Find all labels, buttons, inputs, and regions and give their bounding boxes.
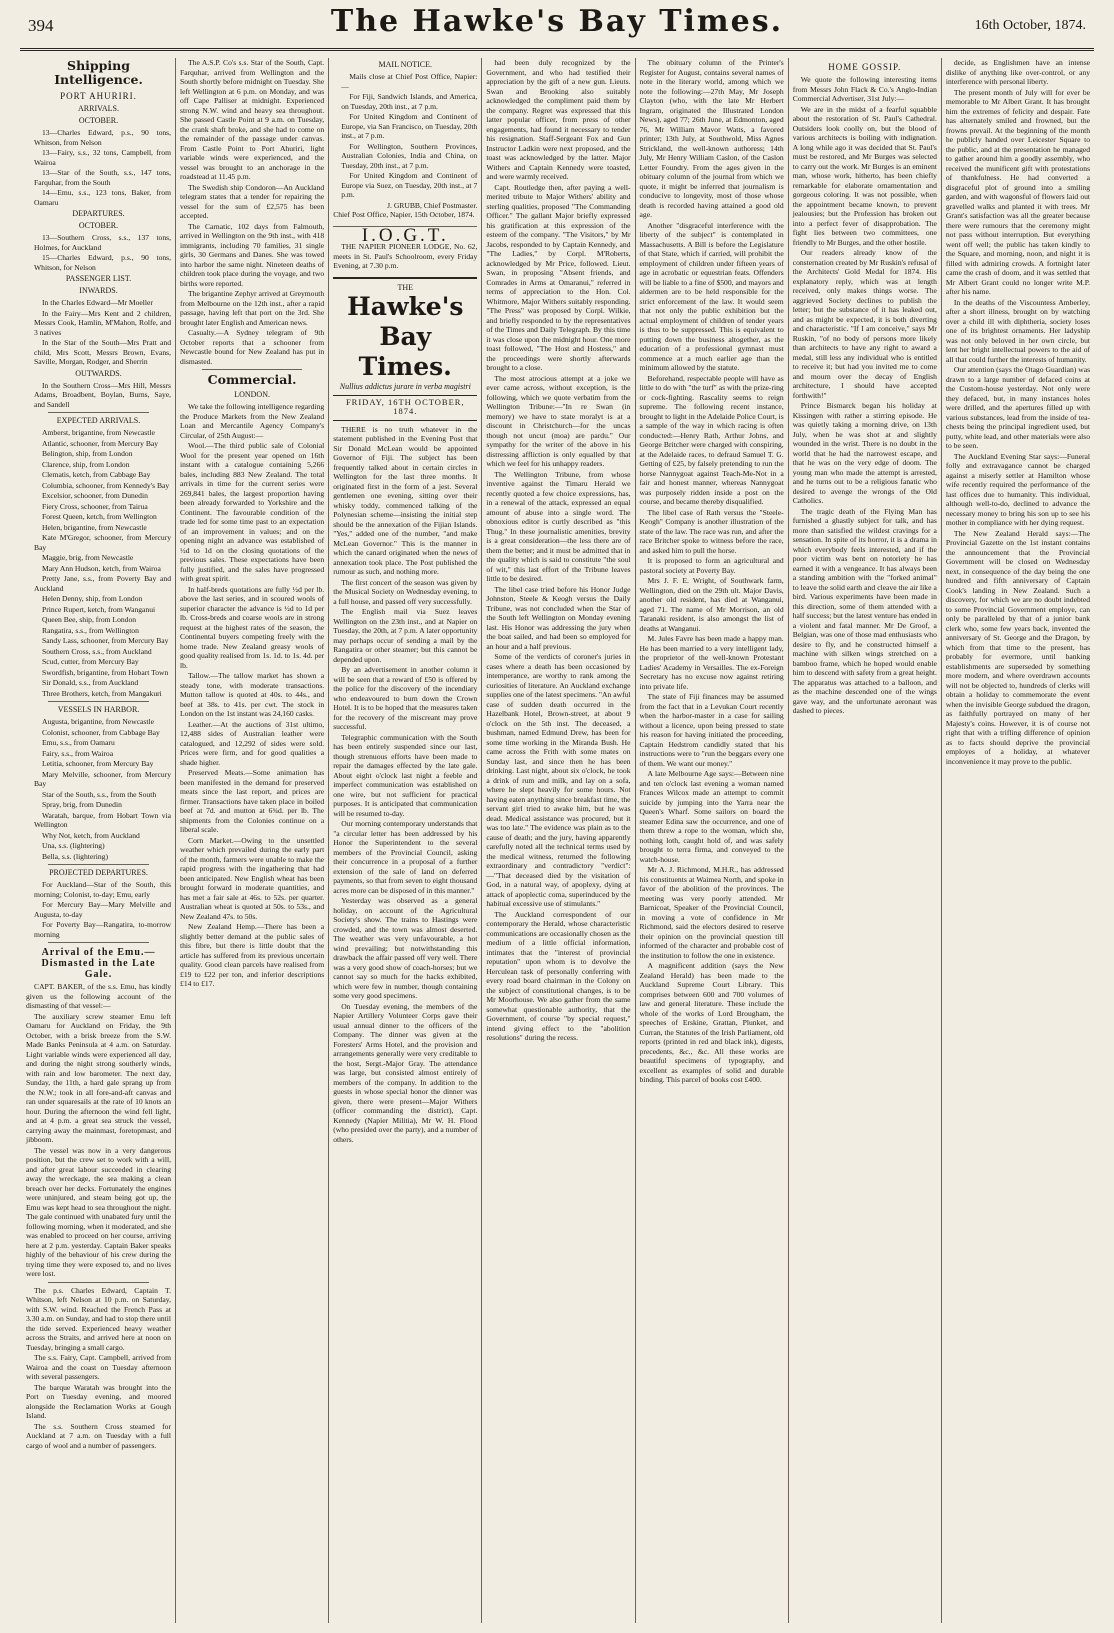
list-item: In the Star of the South—Mrs Pratt and child, Mrs Scott, Messrs Brown, Evans, Saville, Morgan, Rodger, and Sherrin <box>34 338 172 366</box>
commercial-heading: Commercial. <box>207 372 297 387</box>
list-item: Emu, s.s., from Oamaru <box>42 738 115 747</box>
paragraph: The English mail via Suez leaves Wellington on the 23th inst., and at Napier on Tuesday, the 20th, at 7 p.m. A later opportunity may perhaps occur of sending a mail by the Rangatira or other steamer; but this cannot be depended upon. <box>333 607 478 664</box>
issue-date: 16th October, 1874. <box>974 18 1086 33</box>
list-item: For United Kingdom and Continent of Europe, via San Francisco, on Tuesday, 20th inst., at 7 p.m. <box>341 112 478 140</box>
list-item: Spray, brig, from Dunedin <box>42 800 122 809</box>
paragraph: A late Melbourne Age says:—Between nine and ten o'clock last evening a woman named Frances Wilcox made an attempt to commit suicide by jumping into the Yarra near the Queen's Wharf. Some sailors on board the steamer Edina saw the occurrence, and one of them threw a rope to the woman, which she, nothing loth, caught hold of, and was safely brought to terra firma, and conveyed to the watch-house. <box>639 769 784 864</box>
paragraph: Our attention (says the Otago Guardian) was drawn to a large number of defaced coins at the Custom-house yesterday. Not only were they defaced, but, in many instances holes were drilled, and the apertures filled up with various substances, lead from the inside of tea-chests being the principal ingredient used, but putty, white lead, and other materials were also to be seen. <box>945 365 1091 450</box>
shipping-heading: Shipping Intelligence. <box>54 58 143 87</box>
paragraph: The state of Fiji finances may be assumed from the fact that in a Levukan Court recently when the harbor-master in a case for sailing without a licence, upon being pressed to state his reason for having initiated the proceeding, Captain Hedstrom candidly stated that his instructions were to "run the beggars every one of them. We want our money." <box>639 692 784 768</box>
paragraph: We quote the following interesting items from Messrs John Flack & Co.'s Anglo-Indian Commercial Advertiser, 31st July:— <box>792 75 937 103</box>
column-7 <box>941 58 1094 1623</box>
departures-heading: DEPARTURES. <box>72 209 125 218</box>
divider <box>48 1282 149 1283</box>
divider <box>48 701 149 702</box>
list-item: Maggie, brig, from Newcastle <box>42 553 134 562</box>
list-item: Mary Melville, schooner, from Mercury Bay <box>34 769 172 788</box>
paragraph: Wool.—The third public sale of Colonial Wool for the present year opened on 16th instant with a catalogue containing 5,266 bales, including 883 New Zealand. The total arrivals in time for the current series were 269,841 bales, the largest proportion having been already forwarded to Yorkshire and the Continent. The favourable condition of the trade led for some time past to an expectation of an improvement in values; and on the opening night an advance was established of ½d to 1d on the closing quotations of the previous sales. These expectations have been fully justified, and the sales have progressed with great spirit. <box>180 441 325 583</box>
list-item: Sandy Lass, schooner, from Mercury Bay <box>42 636 169 645</box>
divider <box>48 942 149 943</box>
shipping-notes <box>180 58 324 366</box>
departures-month: OCTOBER. <box>78 221 119 230</box>
paragraph: The s.s. Fairy, Capt. Campbell, arrived from Wairoa and the coast on Tuesday afternoon with several passengers. <box>26 1353 172 1381</box>
list-item: Bella, s.s. (lightering) <box>42 851 109 861</box>
paragraph: Our morning contemporary understands that "a circular letter has been addressed by his Honor the Superintendent to the several members of the Provincial Council, asking their concurrence in a proposal of a further extension of the sale of land on deferred payments, so that from seven to eight thousand acres more can be disposed of in this manner." <box>333 819 478 895</box>
list-item: Queen Bee, ship, from London <box>42 615 137 624</box>
home-gossip-article <box>793 75 937 716</box>
list-item: Pretty Jane, s.s., from Poverty Bay and Auckland <box>34 574 172 593</box>
list-item: Augusta, brigantine, from Newcastle <box>42 717 154 726</box>
paragraph: Casualty.—A Sydney telegram of 9th October reports that a schooner from Newcastle bound for New Zealand has put in dismasted. <box>180 328 325 366</box>
paragraph: Mrs J. F. E. Wright, of Southwark farm, Wellington, died on the 29th ult. Major Davis, another old resident, has died at Wanganui, aged 71. The name of Mr Morrison, an old Taranaki resident, is also amongst the list of deaths at Wanganui. <box>639 576 784 633</box>
list-item: For Poverty Bay—Rangatira, to-morrow morning <box>34 920 172 939</box>
list-item: Waratah, barque, from Hobart Town via Wellington <box>34 810 172 829</box>
list-item: Swordfish, brigantine, from Hobart Town <box>42 667 169 677</box>
arrivals-heading: ARRIVALS. <box>78 104 119 113</box>
list-item: Sir Donald, s.s., from Auckland <box>42 678 139 687</box>
paragraph: Yesterday was observed as a general holiday, on account of the Agricultural Society's show. The trains to Hastings were crowded, and the town was almost deserted. The weather was very unfavourable, a hot wind prevailing; but notwithstanding this drawback the affair passed off very well. There was a very good show of coach-horses; but we cannot say so much for the hacks exhibited, which were few in number, though containing some very good specimens. <box>333 896 478 1000</box>
column-5 <box>635 58 788 1623</box>
list-item: Clematis, ketch, from Cabbage Bay <box>42 470 151 479</box>
mail-office: Chief Post Office, Napier, 15th October, 1874. <box>333 210 475 219</box>
paragraph: The auxiliary screw steamer Emu left Oamaru for Auckland on Friday, the 9th October, with a brisk breeze from the S.W. Made Banks Peninsula at 4 a.m. on Saturday. Light variable winds were experienced all day, and during the night strong southerly winds, with rain and low barometer. The next day, Sunday, the 11th, a hard gale sprang up from the N.W.; took in all fore-and-aft canvas and ran under squaresails at the rate of 10 knots an hour. During the afternoon the wind fell light, and at 4 p.m. a great sea struck the vessel, carrying away the mainmast, foretopmast, and jibboom. <box>26 1011 172 1144</box>
list-item: Clarence, ship, from London <box>42 459 130 469</box>
column-6 <box>788 58 941 1623</box>
list-item: Star of the South, s.s., from the South <box>42 789 157 799</box>
outwards-heading: OUTWARDS. <box>75 368 122 378</box>
vessels-heading: VESSELS IN HARBOR. <box>57 705 140 714</box>
list-item: Rangatira, s.s., from Wellington <box>42 625 139 635</box>
list-item: Scud, cutter, from Mercury Bay <box>42 657 139 666</box>
home-gossip-heading: HOME GOSSIP. <box>828 62 902 72</box>
paragraph: Tallow.—The tallow market has shown a steady tone, with moderate transactions. Mutton tallow is quoted at 40s. to 44s., and beef at 38s. to 41s. per cwt. The stock in London on the 1st instant was 24,160 casks. <box>180 671 325 718</box>
paragraph: The libel case of Rath versus the "Steele-Keogh" Company is another illustration of the state of the law. The race was run, and after the race Britcher spoke to witness before the race, and asked him to pull the horse. <box>639 507 784 555</box>
list-item: 14—Emu, s.s., 123 tons, Baker, from Oamaru <box>34 188 172 207</box>
list-item: Belington, ship, from London <box>42 449 133 458</box>
paragraph: had been duly recognized by the Government, and who had testified their appreciation by the gift of a new gun. Lieuts. Swan and Brooking also suitably acknowledged the compliment paid them by the company. Regret was expressed that this latter popular officer, from press of other engagements, had found it necessary to tender his resignation. Staff-Sergeant Fox and Gun Instructor Ladkin were next proposed, and the toast was acknowledged by the latter. Major Withers and Captain Kennedy were toasted, and were warmly received. <box>486 58 631 181</box>
paragraph: Another "disgraceful interference with the liberty of the subject" is contemplated in Massachusetts. A Bill is before the Legislature of that State, which if carried, will prohibit the employment of children under fifteen years of age in acrobatic or equestrian feats. Offenders will be liable to a fine of $500, and mayors and aldermen are to be held responsible for the strict enforcement of the law. It would seem that not only the public exhibition but the actual employment of children of tender years is thus to be suppressed. This is equivalent to putting down the business altogether, as the education of a professional gymnast must commence at a much earlier age than the minimum allowed by the statute. <box>639 220 784 372</box>
list-item: Mary Ann Hudson, ketch, from Wairoa <box>42 563 161 573</box>
paragraph: Mr A. J. Richmond, M.H.R., has addressed his constituents at Waimea North, and spoke in favor of the abolition of the provinces. The meeting was very poorly attended. Mr Barnicoat, Speaker of the Provincial Council, in moving a vote of confidence in Mr Richmond, said the electors desired to reserve their opinion on the provincial question till informed of the character and probable cost of the institution to follow the one in existence. <box>639 865 784 960</box>
mail-signature: J. GRUBB, Chief Postmaster. <box>387 200 478 210</box>
paragraph: The New Zealand Herald says:—The Provincial Gazette on the 1st instant contains the announcement that the Provincial Government will be closed on Wednesday next, in consequence of the day being the one hundred and fifth anniversary of Captain Cook's landing in New Zealand. Such a discovery, for which we are no doubt indebted to some Provincial Government employe, can only be paralleled by that of a junior bank clerk who, some few years back, invented the anniversary of St. George and the Dragon, by which from that time to the present, has probably for evermore, until banking establishments are superseded by something more modern, and where overdrawn accounts will not be objected to, hundreds of clerks will obtain a holiday to commemorate the event when the invisible George subdued the dragon, as faithfully portrayed on many of her Majesty's coins. However, it is of course not right that with a trifling difference of opinion as to facts should deprive the provincial employes of a holiday, at whatever inconvenience it may prove to the public. <box>945 528 1091 766</box>
paragraph: The Auckland correspondent of our contemporary the Herald, whose characteristic communications are occasionally chosen as the medium of a little official information, intimates that the "interest of provincial reputation" upon whom is to devolve the Herculean task of personally conferring with every road board chairman in the Colony on the subject of constitutional changes, is to be Mr Moorhouse. We also gather from the same somewhat questionable authority, that the Government, of course "by special request," intend giving effect to the "abolition resolutions" during the recess. <box>486 909 631 1042</box>
paragraph: By an advertisement in another column it will be seen that a reward of £50 is offered by the police for the discovery of the incendiary who endeavoured to burn down the Crown Hotel. It is to be hoped that the measures taken for the recovery of the miscreant may prove successful. <box>333 665 478 731</box>
logo-pre: THE <box>397 282 414 292</box>
paragraph: On Tuesday evening, the members of the Napier Artillery Volunteer Corps gave their usual annual dinner to the officers of the Company. The dinner was given at the Foresters' Arms Hotel, and the provision and arrangements generally were very creditable to the host, Sergt.-Major Gray. The attendance was large, but consisted almost entirely of members of the company. In addition to the guests in whose special honor the dinner was given, there were present—Major Withers (officer commanding the district), Capt. Kennedy (Napier Militia), Mr W. H. Flood (who presided over the party), and a number of others. <box>333 1001 478 1144</box>
column-4 <box>481 58 634 1623</box>
paragraph: Preserved Meats.—Some animation has been manifested in the demand for preserved meats since the last report, and prices are firmer. Transactions have taken place in boiled beef at 7d. and mutton at 6¾d. per lb. The shipments from the Colonies continue on a liberal scale. <box>180 768 325 834</box>
inwards-heading: INWARDS. <box>79 286 118 295</box>
divider <box>202 369 302 370</box>
columns <box>22 58 1094 1623</box>
paragraph: The most atrocious attempt at a joke we ever came across, without exception, is the following, which we quote verbatim from the Wellington Tribune:—"In re Swan (in memory) we have to state moralyt is at a discount in Christchurch—for the uncas though not uncut (moa) are pardu." Our sympathy for the writer of the above in his distressing affliction is only equalled by that which we feel for his unhappy readers. <box>486 373 631 468</box>
paragraph: Corn Market.—Owing to the unsettled weather which prevailed during the early part of the month, farmers were unable to make the rapid progress with the ingathering that had been anticipated. New English wheat has been brought forward in moderate quantities, and has met a fair sale at 46s. to 52s. per quarter. Australian wheat is quoted at 50s. to 53s., and New Zealand 47s. to 50s. <box>180 835 325 921</box>
projected-heading: PROJECTED DEPARTURES. <box>49 868 148 877</box>
list-item: Una, s.s. (lightering) <box>42 841 105 850</box>
paragraph: Prince Bismarck began his holiday at Kissingen with rather a stirring episode. He was quietly taking a morning drive, on 13th July, when he was shot at and slightly wounded in the wrist. There is no doubt in the world that he had the narrowest escape, and that he was on the very edge of doom. The young man who made the attempt is arrested, and he turns out to be a religious fanatic who desired to avenge the wrongs of the Old Catholics. <box>792 401 937 505</box>
paragraph: M. Jules Favre has been made a happy man. He has been married to a very intelligent lady, the proprietor of the well-known Protestant Ladies' Academy in Versailles. The ex-Foreign Secretary has no excuse now against retiring into private life. <box>639 634 784 691</box>
projected-list <box>26 880 171 939</box>
paragraph: The tragic death of the Flying Man has furnished a ghastly subject for talk, and has more than satisfied the wildest cravings for a sensation. In spite of its horror, it is a drama in which everybody feels interested, and if the poor victim was bent on notoriety he has earned it with a vengeance. It has always been a standing ambition with the "forked animal" to leave the solid earth and cleave the air like a bird. Various experiments have been made in this direction, some of them attended with a half success; but the latest venture has ended in a violent and fatal manner. Mr De Groof, a Belgian, was one of those mad enthusiasts who desire to fly, and he constructed himself a machine with silken wings stretched on a bamboo frame, which he hoped would enable him to descend with safety from a great height. The apparatus was attached to a balloon, and as the machine descended one of the wings gave way, and the unfortunate aeronaut was dashed to pieces. <box>792 506 937 715</box>
paragraph: Leather.—At the auctions of 31st ultimo, 12,488 sides of Australian leather were catalogued, and 12,292 of sides were sold. Prices were firm, and for good qualities a shade higher. <box>180 719 325 767</box>
list-item: Colonist, schooner, from Cabbage Bay <box>42 727 160 737</box>
commercial-article <box>180 402 324 989</box>
list-item: In the Charles Edward—Mr Moeller <box>42 298 153 307</box>
list-item: For Wellington, Southern Provinces, Australian Colonies, India and China, on Tuesday, 20th inst., at 7 p.m. <box>341 141 478 170</box>
paragraph: Some of the verdicts of coroner's juries in cases where a death has been occasioned by intemperance, are worthy to rank among the curiosities of literature. An Auckland exchange supplies one of the latest specimens. "An awful case of sudden death occurred in the Hazelbank Hotel, Brown-street, at about 9 o'clock on the 5th inst. The deceased, a bushman, named Edmund Drew, has been for some time working in the Miranda Bush. He came across the Frith with some mates on Sunday last, and since then he has been drinking. Last night, about six o'clock, he took a drink of rum and milk, and lay on a sofa, where he slept heavily for some hours. Not having eaten anything since breakfast time, the servant girl tried to awake him, but he was dead. Medical assistance was procured, but it was too late." The evidence was plain as to the cause of death; and the jury, having apparently carefully noted all the technical terms used by the medical witness, returned the following extraordinary and contradictory "verdict":—"That deceased died by the visitation of God, in a natural way, of apoplexy, dying at attack of apoplectic coma, superinduced by the habitual excessive use of stimulants." <box>486 652 631 908</box>
divider <box>48 412 149 413</box>
mail-heading: MAIL NOTICE. <box>378 60 433 69</box>
logo-motto: Nullius addictus jurare in verba magistri <box>339 382 471 391</box>
list-item: For United Kingdom and Continent of Europe via Suez, on Tuesday, 20th inst., at 7 p.m. <box>341 171 478 199</box>
list-item: Columbia, schooner, from Kennedy's Bay <box>42 480 170 490</box>
editorial-continued <box>486 58 630 1043</box>
paragraph: A magnificent addition (says the New Zealand Herald) has been made to the Auckland Supreme Court Library. This comprises between 600 and 700 volumes of law and general literature. These include the whole of the works of Lord Brougham, the speeches of Erskine, Grattan, Plunket, and Curran, the Statutes of the Irish Parliament, old reports (printed in red and black ink), digests, precedents, &c., &c. All these works are beautiful specimens of typography, and excellent as examples of solid and durable binding. This parcel of books cost £400. <box>639 961 784 1084</box>
column-3 <box>328 58 481 1623</box>
list-item: 13—Southern Cross, s.s., 137 tons, Holmes, for Auckland <box>34 233 172 252</box>
list-item: For Mercury Bay—Mary Melville and Augusta, to-day <box>34 900 172 919</box>
list-item: Excelsior, schooner, from Dunedin <box>42 491 148 500</box>
paragraph: The Wellington Tribune, from whose inventive against the Timaru Herald we recently quoted a few choice expressions, has, in a renewal of the attack, expressed an equal amount of abuse into a single word. The obnoxious editor is curtly described as "this Thug." In these journalistic amenities, brevity is a great consideration—the less there are of them the better; and it must be admitted that in the quality which is said to constitute "the soul of wit," this last effort of the Tribune leaves little to be desired. <box>486 469 631 583</box>
list-item: 15—Charles Edward, p.s., 90 tons, Whitson, for Nelson <box>34 253 172 272</box>
paragraph: The present month of July will for ever be memorable to Mr Albert Grant. It has brought him the extremes of felicity and despair. Fate has alternately smiled and frowned, but the frowns prevail. At the beginning of the month he publicly handed over Leicester Square to the public, and at the presentation he managed to gather around him a goodly assembly, who received the munificent gift with protestations of thankfulness. He had converted a disgraceful plot of ground into a smiling garden, and with wagonsful of flowers laid out gravelled walks and planted it with trees. Mr Grant's satisfaction was all the greater because there were rumours that the ceremony might not pass without interruption. But everything went off well; the public has taken kindly to the Square, and morning, noon, and night it is filled with admiring crowds. A fortnight later came the crash of doom, and it was settled that Mr Albert Grant could no longer write M.P. after his name. <box>945 87 1091 296</box>
paragraph: The Swedish ship Condoron—An Auckland telegram states that a tender for repairing the vessel for the sum of £2,575 has been accepted. <box>180 182 325 220</box>
passenger-heading: PASSENGER LIST. <box>65 274 132 283</box>
expected-list <box>26 428 171 698</box>
iogt-heading: I.O.G.T. <box>333 226 477 241</box>
paragraph: Telegraphic communication with the South has been entirely suspended since our last, though strenuous efforts have been made to repair the damages effected by the late gale. About eight o'clock last night a feeble and imperfect communication was established on one wire, but not sufficient for practical purposes. It is anticipated that communication will be resumed to-day. <box>333 732 478 818</box>
paragraph: The first concert of the season was given by the Musical Society on Wednesday evening, to a full house, and passed off very successfully. <box>333 577 478 606</box>
list-item: Helen, brigantine, from Newcastle <box>42 522 147 532</box>
arrivals-list <box>26 128 171 207</box>
list-item: 13—Charles Edward, p.s., 90 tons, Whitson, from Nelson <box>34 128 172 147</box>
paragraph: CAPT. BAKER, of the s.s. Emu, has kindly given us the following account of the dismasting of that vessel:— <box>26 982 172 1010</box>
arrivals-month: OCTOBER. <box>78 116 119 125</box>
paragraph: In the deaths of the Viscountess Amberley, after a short illness, brought on by watching over a child ill with diphtheria, society loses one of its brightest ornaments. Her ladyship was not only beloved in her own circle, but lent her bright intellectual powers to the aid of all that could further the interests of humanity. <box>945 297 1091 364</box>
paragraph: decide, as Englishmen have an intense dislike of anything like over-control, or any interference with personal liberty. <box>945 58 1091 86</box>
paragraph: The brigantine Zephyr arrived at Greymouth from Melbourne on the 12th inst., after a rapid passage, having left that port on the 3rd. She brought later English and American news. <box>180 289 325 327</box>
list-item: Why Not, ketch, from Auckland <box>42 830 140 840</box>
vessels-list <box>26 717 171 861</box>
page-number: 394 <box>28 16 54 35</box>
paragraph: We are in the midst of a fearful squabble about the restoration of St. Paul's Cathedral. Outsiders look coolly on, but the blood of various architects is boiling with indignation. A long while ago it was decided that St. Paul's must be restored, and Mr Burges was selected to carry out the work. Mr Burges is an eminent man, whose work, hitherto, has been chiefly remarkable for elaborate ornamentation and gorgeous coloring. It was not possible, when the appointment became known, to prevent jealousies; but the Profession has broken out into a perfect fever of disapprobation. The fight lies between two committees, one friendly to Mr Burges, and the other hostile. <box>792 104 937 247</box>
paragraph: The p.s. Charles Edward, Captain T. Whitson, left Nelson at 10 p.m. on Saturday, with S.W. wind. Reached the French Pass at 3.30 a.m. on Sunday, and had to stop there until the tide served. Experienced heavy weather across the Straits, and arrived here at noon on Tuesday, bringing a small cargo. <box>26 1285 172 1352</box>
list-item: Amberst, brigantine, from Newcastle <box>42 428 155 437</box>
iogt-notice: THE NAPIER PIONEER LODGE, No. 62, meets in St. Paul's Schoolroom, every Friday Evening, at 7.30 p.m. <box>333 242 478 270</box>
divider <box>48 864 149 865</box>
paragraph: It is proposed to form an agricultural and pastoral society at Poverty Bay. <box>639 556 784 575</box>
list-item: In the Southern Cross—Mrs Hill, Messrs Adams, Broadbent, Boylan, Burns, Saye, and Sandell <box>34 380 172 409</box>
mail-notice <box>333 72 477 200</box>
list-item: Forest Queen, ketch, from Wellington <box>42 512 157 521</box>
list-item: Prince Rupert, ketch, from Wanganui <box>42 604 156 614</box>
list-item: 13—Star of the South, s.s., 147 tons, Farquhar, from the South <box>34 168 172 187</box>
list-item: Kate M'Gregor, schooner, from Mercury Bay <box>34 533 172 552</box>
list-item: Fiery Cross, schooner, from Tairua <box>42 501 148 511</box>
paragraph: The vessel was now in a very dangerous position, but the crew set to work with a will, and after great labour succeeded in clearing away the wreckage, the sea making a clean breach over her decks. Fortunately the engines were uninjured, and steam being got up, the Emu was kept head to sea throughout the night. The gale continued with unabated fury until the following morning, when it moderated, and she was enabled to proceed on her course, arriving here at 2 p.m. yesterday. Captain Baker speaks highly of the behaviour of his crew during the trying time they were exposed to, and no lives were lost. <box>26 1145 172 1278</box>
newspaper-logo <box>333 277 477 421</box>
paragraph: Beforehand, respectable people will have as little to do with "the turf" as with the prize-ring or cock-fighting. Rascality seems to reign supreme. The following recent instance, brought to light in the Adelaide Police Court, is a sample of the way in which racing is often conducted:—Henry Rath, Arthur Johns, and George Britcher were charged with conspiring, at the Adelaide races, to defraud Samuel T. G. Getting of £25, by falsely pretending to run the horse Nannygoat against Teach-Me-Not in a fair and honest manner, whereas Nannygoat was purposely ridden inside a post on the course, and became thereby disqualified. <box>639 373 784 506</box>
paragraph: Our readers already know of the consternation created by Mr Ruskin's refusal of the Architects' Gold Medal for 1874. His explanatory reply, which was at length received, only makes things worse. The aggrieved Society declines to publish the letter; but the substance of it has leaked out, and as might be expected, it is both diverting and characteristic. "If I am conceive," says Mr Ruskin, "of no body of persons more likely than architects to have any right to award a medal, still less any individual who is entitled to receive it; but had you invited me to come and mourn over the decay of English architecture, I should have accepted forthwith!" <box>792 248 937 400</box>
paragraph: We take the following intelligence regarding the Produce Markets from the New Zealand Loan and Mercantile Agency Company's Circular, of 25th August:— <box>180 402 325 440</box>
list-item: For Auckland—Star of the South, this morning; Colonist, to-day; Emu, early <box>34 880 172 899</box>
paragraph: Capt. Routledge then, after paying a well-merited tribute to Major Withers' ability and sterling qualities, proposed "The Commanding Officer." The gallant Major briefly expressed his gratification at this expression of the esteem of the company. "The Visitors," by Mr Jacobs, responded to by Captain Kennedy, and "The Ladies," by Corpl. M'Roberts, acknowledged by Mr Price, followed. Lieut. Swan, in proposing "Absent friends, and Comrades in Arms at Omaranui," referred in terms of appreciation to the Hon. Col. Whitmore, Major Withers suitably responding. "The Press" was proposed by Corpl. Wilkie, and briefly responded to by the representatives of the Times and Daily Telegraph. By this time it was close upon the midnight hour. One more toast followed, "The Host and Hostess," and the proceedings were shortly afterwards brought to a close. <box>486 182 631 372</box>
paragraph: The s.s. Southern Cross steamed for Auckland at 7 a.m. on Tuesday with a full cargo of wool and a number of passengers. <box>26 1421 172 1450</box>
editorial-article <box>333 425 477 1145</box>
list-item: Mails close at Chief Post Office, Napier:— <box>341 72 478 91</box>
paragraph: The libel case tried before his Honor Judge Johnston, Steele & Keogh versus the Daily Tribune, was not concluded when the Star of the South left Wellington on Monday evening last. His Honor was addressing the jury when the boat sailed, and had been so employed for an hour and a half previous. <box>486 584 631 651</box>
logo-title: Hawke's Bay Times. <box>347 292 464 381</box>
expected-heading: EXPECTED ARRIVALS. <box>56 416 141 425</box>
list-item: Atlantic, schooner, from Mercury Bay <box>42 438 159 448</box>
list-item: For Fiji, Sandwich Islands, and America, on Tuesday, 20th inst., at 7 p.m. <box>341 92 478 111</box>
newspaper-title: The Hawke's Bay Times. <box>330 4 784 39</box>
list-item: Helen Denny, ship, from London <box>42 594 143 603</box>
paragraph: The Auckland Evening Star says:—Funeral folly and extravagance cannot be charged against a miserly settler at Hamilton whose wife recently required the performance of the last offices due to humanity. This individual, although well-to-do, declined to advance the necessary money to bring his son up to see his mother in compliance with her dying request. <box>945 451 1091 527</box>
list-item: In the Fairy—Mrs Kent and 2 children, Messrs Cook, Hamlin, M'Mahon, Rolfe, and 3 natives <box>34 308 172 337</box>
column-1 <box>22 58 175 1623</box>
paragraph: The A.S.P. Co's s.s. Star of the South, Capt. Farquhar, arrived from Wellington and the South shortly before midnight on Tuesday. She left Wellington at 6 p.m. on Monday, and was off Cape Palliser at midnight. Experienced strong N.W. wind and heavy sea throughout. She passed Castle Point at 9 a.m. on Tuesday, the crank shaft broke, and she had to come on the remainder of the passage under canvas. From Castle Point to Port Ahuriri, light variable winds were experienced, and the vessel was brought to an anchorage in the roadstead at 11.45 p.m. <box>180 58 325 181</box>
news-items <box>640 58 784 1085</box>
paragraph: The Carnatic, 102 days from Falmouth, arrived in Wellington on the 9th inst., with 418 immigrants, including 70 families, 31 single girls, 30 Germans and Danes. She was towed into harbor the same night. Nineteen deaths of children took place during the voyage, and two births were reported. <box>180 221 325 288</box>
list-item: Southern Cross, s.s., from Auckland <box>42 646 152 656</box>
port-heading: PORT AHURIRI. <box>60 91 137 101</box>
arrival-article <box>26 982 171 1279</box>
paragraph: New Zealand Hemp.—There has been a slightly better demand at the public sales of this fibre, but there is little doubt that the article has suffered from its previous uncertain quality. Good clean parcels have realised from £19 to £22 per ton, and inferior descriptions £14 to £17. <box>180 922 325 988</box>
home-gossip-continued <box>946 58 1090 766</box>
column-2 <box>175 58 328 1623</box>
paragraph: In half-breds quotations are fully ½d per lb. above the last series, and in scoured wools of superior character the advance is ½d to 1d per lb. Cross-breds and coarse wools are in strong request at the highest rates of the season, the Continental buyers competing freely with the home trade. New Zealand greasy wools of good quality realised from 1s. 1d. to 1s. 4d. per lb. <box>180 584 325 670</box>
list-item: 13—Fairy, s.s., 32 tons, Campbell, from Wairoa <box>34 148 172 167</box>
list-item: Letitia, schooner, from Mercury Bay <box>42 759 154 768</box>
masthead <box>20 4 1094 51</box>
list-item: Three Brothers, ketch, from Mangakuri <box>42 688 162 698</box>
london-heading: LONDON. <box>234 390 270 399</box>
paragraph: THERE is no truth whatever in the statement published in the Evening Post that Sir Donald McLean would be appointed Governor of Fiji. The subject has been frequently talked about in certain circles in Wellington for the last three months. It originated first in the form of a jest. Several gentlemen one evening, sitting over their whisky toddy, commenced talking of the Polynesian scheme—insisting the initial step should be the annexation of the Fijian Islands. "Yes," added one of the number, "and make McLean Governor." This is the manner in which the canard originated when the news of annexation took place. The Post published the rumour as such, and nothing more. <box>333 424 478 576</box>
logo-date: FRIDAY, 16TH OCTOBER, 1874. <box>333 395 477 417</box>
paragraph: The barque Waratah was brought into the Port on Tuesday evening, and moored alongside the Reclamation Works at Gough Island. <box>26 1382 172 1420</box>
list-item: Fairy, s.s., from Wairoa <box>42 748 114 758</box>
arrival-heading: Arrival of the Emu.—Dismasted in the Late Gale. <box>41 947 156 980</box>
paragraph: The obituary column of the Printer's Register for August, contains several names of note in the literary world, among which we note the following:—27th May, Mr Joseph Clayton (who, with the late Mr Herbert Ingram, originated the Illustrated London News), aged 77; 26th June, at Edmonton, aged 76, Mr William Mavor Watts, a favored printer; 13th July, at Southwold, Miss Agnes Strickland, the well-known authoress; 14th July, Mr Henry William Caslon, of the Caslon Letter Foundry. From the ages given in the obituary column of the journal from which we quote, it might be inferred that journalism is conducive to longevity, most of those whose death is recorded having attained a good old age. <box>639 58 784 219</box>
